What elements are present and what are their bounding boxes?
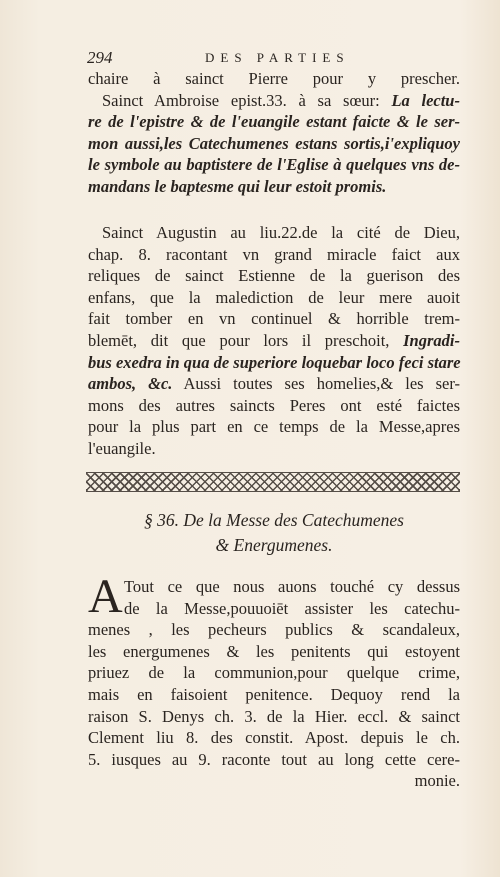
page-header [0, 48, 500, 70]
italic-span: ambos, &c. [88, 374, 173, 394]
text-line: Sainct Augustin au liu.22.de la cité de Dieu, [102, 223, 460, 242]
paragraph-catechumenes [88, 570, 460, 792]
text-line [88, 373, 460, 395]
text-line: le symbole au baptistere de l'Eglise à quelques vns de- [88, 155, 460, 175]
text-line: pour la plus part en ce temps de la Messe,apres [88, 417, 460, 437]
section-subtitle: & Energumenes. [215, 535, 333, 555]
text-span: Aussi toutes ses homelies,& les ser- [172, 374, 460, 394]
text-line: Clement liu 8. des constit. Apost. depuis le ch. [88, 728, 460, 748]
text-line [88, 90, 460, 112]
paragraph-ambroise [88, 68, 460, 198]
text-line: enfans, que la malediction de leur mere auoit [88, 287, 460, 307]
ornamental-band [86, 472, 460, 492]
text-line: mon aussi,les Catechumenes estans sortis,i'expliquoy [88, 133, 460, 153]
text-line: raison S. Denys ch. 3. de la Hier. eccl. & sainct [88, 706, 460, 726]
page-number: 294 [87, 48, 113, 67]
text-span: Sainct Ambroise epist.33. à sa sœur: [102, 90, 392, 110]
text-line: mais en faisoient penitence. Dequoy rend la [88, 684, 460, 704]
italic-span: Ingradi- [403, 330, 460, 350]
text-line: 5. iusques au 9. raconte tout au long cette cere- [88, 749, 460, 769]
text-line: mandans le baptesme qui leur estoit promis. [88, 176, 387, 196]
text-line: les energumenes & les penitents qui estoyent [88, 641, 460, 661]
text-line: Tout ce que nous auons touché cy dessus [124, 577, 460, 596]
italic-span: La lectu- [391, 90, 460, 110]
text-span: blemēt, dit que pour lors il preschoit, [88, 330, 404, 350]
text-line: chaire à sainct Pierre pour y prescher. [88, 69, 460, 88]
text-line [88, 330, 460, 352]
paragraph-augustin [88, 222, 460, 460]
drop-cap: A [88, 570, 123, 623]
text-line: re de l'epistre & de l'euangile estant faicte & le ser- [88, 112, 460, 132]
text-line: priuez de la communion,pour quelque crime, [88, 663, 460, 683]
text-line: menes , les pecheurs publics & scandaleux, [88, 620, 460, 640]
section-title: § 36. De la Messe des Catechumenes [143, 510, 404, 530]
text-line: bus exedra in qua de superiore loquebar loco feci stare [88, 352, 461, 372]
running-head: DES PARTIES [205, 50, 350, 65]
text-line: de la Messe,pouuoiēt assister les catechu- [124, 598, 460, 618]
text-line: monie. [414, 771, 460, 791]
text-line: fait tomber en vn continuel & horrible trem- [88, 309, 460, 329]
text-line: l'euangile. [88, 438, 156, 458]
text-line: mons des autres saincts Peres ont esté faictes [88, 395, 460, 415]
text-line: chap. 8. racontant vn grand miracle faict aux [88, 244, 460, 264]
text-line: reliques de sainct Estienne de la guerison des [88, 266, 460, 286]
